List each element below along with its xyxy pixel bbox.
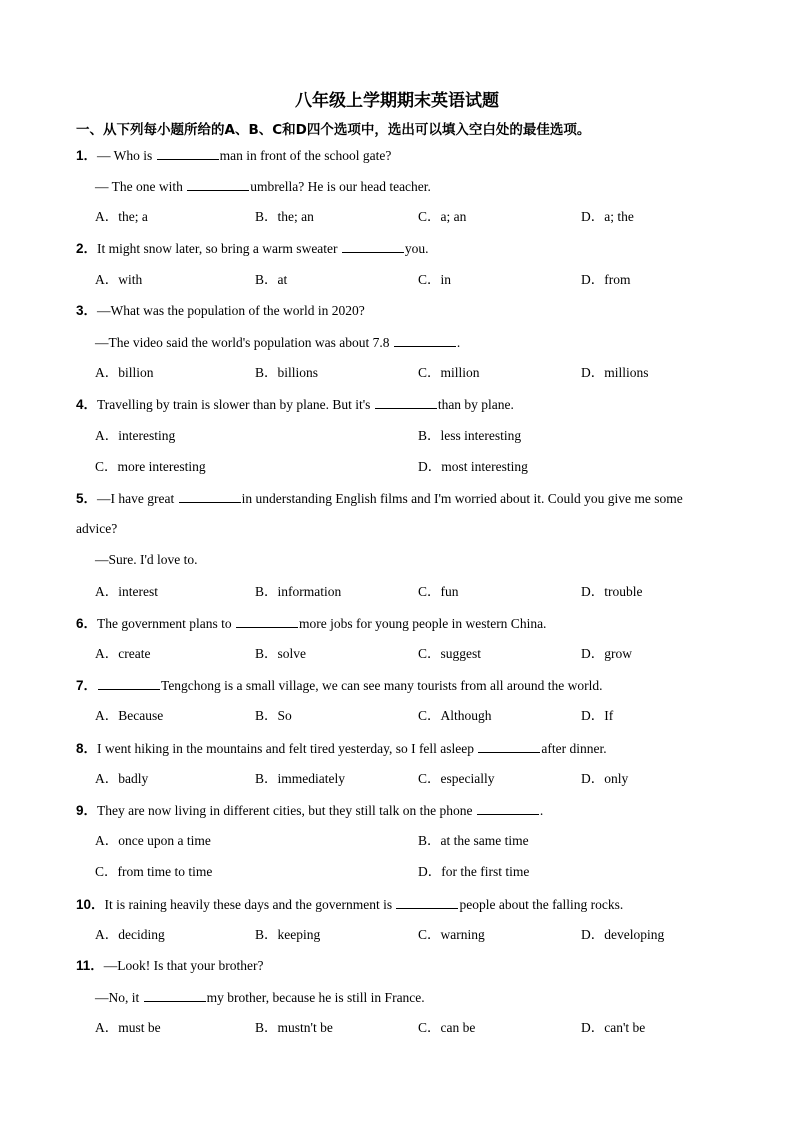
- option-c: C．more interesting: [95, 459, 206, 474]
- option-a: A．Because: [95, 708, 164, 723]
- answer-blank: [477, 801, 539, 815]
- option-c: C．can be: [418, 1020, 476, 1035]
- answer-blank: [375, 395, 437, 409]
- option-b: B．immediately: [255, 771, 345, 786]
- question-text: Tengchong is a small village, we can see many tourists from all around the world.: [161, 678, 603, 693]
- question-3-line-2: [95, 333, 460, 352]
- question-text: —I have great: [97, 491, 178, 506]
- question-text: .: [539, 803, 544, 818]
- question-5-line-3: —Sure. I'd love to.: [95, 552, 198, 567]
- option-b: B．at: [255, 272, 288, 287]
- option-c: C．suggest: [418, 646, 482, 661]
- answer-blank: [396, 895, 458, 909]
- question-text: —Look! Is that your brother?: [103, 958, 264, 973]
- option-d: D．from: [581, 272, 631, 287]
- option-d: D．grow: [581, 646, 632, 661]
- option-a: A．must be: [95, 1020, 161, 1035]
- page-title: 八年级上学期期末英语试题: [295, 91, 499, 111]
- option-d: D．trouble: [581, 584, 643, 599]
- option-b: B．at the same time: [418, 833, 529, 848]
- question-text: than by plane.: [437, 397, 514, 412]
- question-text: people about the falling rocks.: [459, 897, 624, 912]
- question-number: 1．: [76, 148, 98, 163]
- question-text: Travelling by train is slower than by plane. But it's: [97, 397, 374, 412]
- question-text: .: [456, 335, 461, 350]
- question-7: [76, 676, 602, 695]
- option-c: C．Although: [418, 708, 492, 723]
- question-11-line-2: [95, 988, 425, 1007]
- question-text: —No, it: [95, 990, 143, 1005]
- option-d: D．If: [581, 708, 614, 723]
- question-text: umbrella? He is our head teacher.: [250, 179, 431, 194]
- question-text: —What was the population of the world in 2020?: [97, 303, 365, 318]
- question-1-line-2: [95, 177, 431, 196]
- question-number: 6．: [76, 616, 98, 631]
- question-number: 2．: [76, 241, 98, 256]
- question-number: 5．: [76, 491, 98, 506]
- question-11: [76, 957, 264, 975]
- question-text: in understanding English films and I'm worried about it. Could you give me some: [241, 491, 683, 506]
- option-a: A．deciding: [95, 927, 165, 942]
- option-d: D．most interesting: [418, 459, 528, 474]
- question-number: 9．: [76, 803, 98, 818]
- option-d: D．only: [581, 771, 629, 786]
- option-a: A．once upon a time: [95, 833, 211, 848]
- question-text: after dinner.: [541, 741, 607, 756]
- option-d: D．millions: [581, 365, 649, 380]
- answer-blank: [236, 614, 298, 628]
- question-text: you.: [404, 241, 429, 256]
- question-text: It might snow later, so bring a warm sweater: [97, 241, 341, 256]
- question-text: The government plans to: [97, 616, 235, 631]
- option-a: A．the; a: [95, 209, 148, 224]
- question-5: [76, 489, 683, 508]
- question-1: [76, 146, 391, 165]
- question-number: 11．: [76, 958, 104, 973]
- option-a: A．interest: [95, 584, 158, 599]
- answer-blank: [144, 988, 206, 1002]
- option-c: C．a; an: [418, 209, 467, 224]
- question-3: [76, 302, 365, 320]
- answer-blank: [187, 177, 249, 191]
- answer-blank: [98, 676, 160, 690]
- question-2: [76, 239, 429, 258]
- option-c: C．fun: [418, 584, 459, 599]
- option-c: C．especially: [418, 771, 495, 786]
- answer-blank: [394, 333, 456, 347]
- answer-blank: [342, 239, 404, 253]
- question-text: They are now living in different cities, but they still talk on the phone: [97, 803, 476, 818]
- answer-blank: [179, 489, 241, 503]
- option-b: B．less interesting: [418, 428, 522, 443]
- option-c: C．in: [418, 272, 452, 287]
- question-number: 10．: [76, 897, 105, 912]
- answer-blank: [157, 146, 219, 160]
- question-9: [76, 801, 543, 820]
- question-8: [76, 739, 607, 758]
- option-b: B．mustn't be: [255, 1020, 333, 1035]
- option-b: B．keeping: [255, 927, 321, 942]
- question-text: more jobs for young people in western China.: [298, 616, 547, 631]
- question-text: I went hiking in the mountains and felt tired yesterday, so I fell asleep: [97, 741, 478, 756]
- option-d: D．developing: [581, 927, 665, 942]
- option-b: B．So: [255, 708, 292, 723]
- option-d: D．a; the: [581, 209, 634, 224]
- option-b: B．the; an: [255, 209, 314, 224]
- question-5-line-2: advice?: [76, 521, 118, 536]
- question-text: — Who is: [97, 148, 156, 163]
- option-b: B．information: [255, 584, 342, 599]
- option-a: A．billion: [95, 365, 154, 380]
- question-10: [76, 895, 623, 914]
- question-text: man in front of the school gate?: [219, 148, 392, 163]
- question-4: [76, 395, 514, 414]
- question-number: 3．: [76, 303, 98, 318]
- option-d: D．for the first time: [418, 864, 530, 879]
- question-6: [76, 614, 546, 633]
- section-heading: 一、从下列每小题所给的A、B、C和D四个选项中，选出可以填入空白处的最佳选项。: [76, 122, 591, 138]
- option-d: D．can't be: [581, 1020, 646, 1035]
- option-a: A．with: [95, 272, 143, 287]
- question-number: 4．: [76, 397, 98, 412]
- question-text: —The video said the world's population was about 7.8: [95, 335, 393, 350]
- answer-blank: [478, 739, 540, 753]
- option-c: C．warning: [418, 927, 485, 942]
- question-number: 8．: [76, 741, 98, 756]
- option-a: A．create: [95, 646, 151, 661]
- option-a: A．badly: [95, 771, 149, 786]
- question-text: my brother, because he is still in France.: [206, 990, 425, 1005]
- option-a: A．interesting: [95, 428, 176, 443]
- question-text: — The one with: [95, 179, 187, 194]
- option-c: C．from time to time: [95, 864, 213, 879]
- question-text: It is raining heavily these days and the government is: [104, 897, 396, 912]
- question-number: 7．: [76, 678, 98, 693]
- option-b: B．solve: [255, 646, 307, 661]
- option-b: B．billions: [255, 365, 319, 380]
- option-c: C．million: [418, 365, 480, 380]
